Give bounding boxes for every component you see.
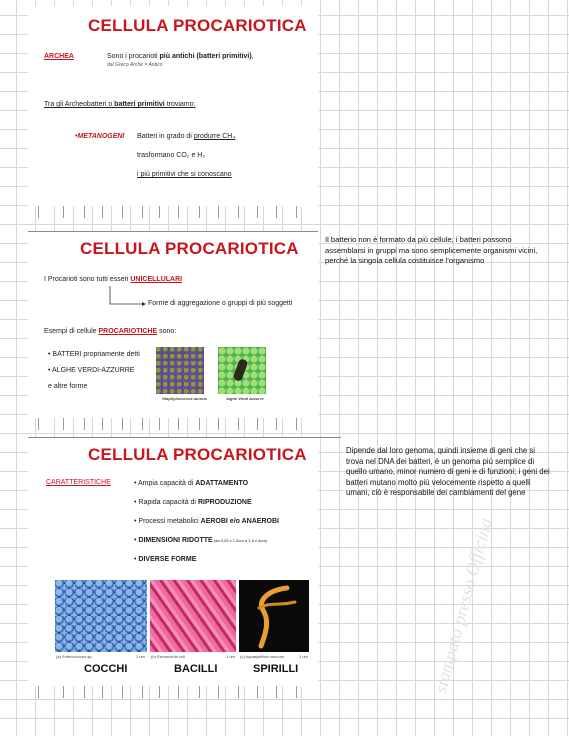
algae-image	[218, 347, 266, 394]
feature-item	[134, 537, 267, 544]
archea-text-post: ,	[251, 53, 254, 60]
slide-1	[28, 6, 318, 206]
intro-pre: Tra gli Archeobatteri o	[44, 101, 115, 108]
metanogeni-line3: i più primitivi che si conoscano	[137, 171, 232, 178]
bacilli-label: BACILLI	[174, 663, 218, 675]
examples-pre: Esempi di cellule	[44, 328, 99, 335]
cocci-scale: 1 um	[136, 654, 145, 659]
unicellulari-pre: I Procarioti sono tutti esseri	[44, 276, 131, 283]
intro-bold: batteri primitivi	[114, 101, 165, 108]
archea-text	[107, 53, 254, 60]
slide-1-intro	[44, 101, 195, 108]
example-item: • ALGHE VERDI-AZZURRE	[48, 367, 135, 374]
bacilli-caption: (b) Escherichia coli	[151, 654, 185, 659]
feature-item	[134, 480, 248, 487]
feature-item	[134, 499, 252, 506]
feature-pre: • Rapida capacità di	[134, 499, 198, 506]
spirillum-shape-icon	[239, 580, 309, 652]
staphylococcus-caption: Staphylococcus aureus	[162, 396, 207, 401]
feature-pre: • Ampia capacità di	[134, 480, 196, 487]
spirilli-scale: 1 um	[299, 654, 308, 659]
metanogeni-line1-u: produrre CH₄	[193, 133, 236, 140]
example-item: e altre forme	[48, 383, 88, 390]
examples-line	[44, 328, 176, 335]
feature-pre: •	[134, 537, 139, 544]
feature-bold: AEROBI e/o ANAEROBI	[200, 518, 279, 525]
spirilli-image	[239, 580, 309, 652]
staphylococcus-image	[156, 347, 204, 394]
archea-sub: dal Greco Archè = Antico	[107, 62, 163, 68]
aggregation-text: Forme di aggregazione o gruppi di più soggetti	[148, 300, 293, 307]
slide-3-title: CELLULA PROCARIOTICA	[88, 445, 307, 464]
slide-2-ticks	[28, 418, 318, 430]
watermark: stampato presso Officina	[430, 515, 496, 696]
caratteristiche-label: CARATTERISTICHE	[46, 479, 111, 486]
slide-1-title: CELLULA PROCARIOTICA	[88, 16, 307, 35]
archea-label: ARCHEA	[44, 53, 74, 60]
slide-3-note: Dipende dal loro genoma, quindi insieme di geni che si trova nel DNA dei batteri, è un genoma più semplice di quello umano, minor numero di geni e di funzioni; i geni dei batteri mutano molto più velocemente rispetto a quelli umani, ciò è responsabile dei cambiamenti del gene	[346, 446, 550, 498]
slide-2-title: CELLULA PROCARIOTICA	[80, 239, 299, 258]
examples-post: sono:	[157, 328, 177, 335]
slide-2	[28, 232, 318, 418]
archea-text-pre: Sono i procarioti	[107, 53, 160, 60]
connector-arrow-icon	[108, 286, 148, 308]
feature-item	[134, 518, 279, 525]
metanogeni-label: •METANOGENI	[75, 133, 125, 140]
example-item: • BATTERI propriamente detti	[48, 351, 140, 358]
feature-small: (da 0,25 x 1,2um a 1,5 x 4um)	[212, 538, 268, 543]
spirilli-caption: (c) Aquaspirillum arcuum	[240, 654, 285, 659]
feature-bold: RIPRODUZIONE	[197, 499, 252, 506]
metanogeni-line1	[137, 133, 235, 140]
slide-2-note: Il batterio non è formato da più cellule; i batteri possono assemblarsi in gruppi ma sono semplicemente organismi vicini, perché la singola cellula costituisce l'organismo	[325, 235, 538, 266]
intro-post: troviamo:	[164, 101, 196, 108]
cocci-label: COCCHI	[84, 663, 128, 675]
feature-pre: • Processi metabolici	[134, 518, 201, 525]
metanogeni-line2: trasformano CO₂ e H₂	[137, 152, 206, 159]
examples-red: PROCARIOTICHE	[98, 328, 158, 335]
cocci-image	[55, 580, 147, 652]
slide-3-ticks	[28, 686, 318, 698]
algae-caption: Alghe Verdi Azzurre	[226, 396, 264, 401]
slide-1-ticks	[28, 206, 318, 218]
feature-pre: •	[134, 556, 139, 563]
bacilli-scale: 1 um	[226, 654, 235, 659]
cocci-caption: (a) Enterococcus sp.	[56, 654, 93, 659]
feature-bold: ADATTAMENTO	[195, 480, 249, 487]
unicellulari-red: UNICELLULARI	[130, 276, 183, 283]
spirilli-label: SPIRILLI	[253, 663, 299, 675]
archea-text-bold: più antichi (batteri primitivi)	[159, 53, 252, 60]
slide-3	[28, 438, 318, 686]
feature-bold: DIMENSIONI RIDOTTE	[138, 537, 213, 544]
feature-bold: DIVERSE FORME	[138, 556, 197, 563]
feature-item	[134, 556, 196, 563]
bacilli-image	[150, 580, 236, 652]
unicellulari-line	[44, 276, 182, 283]
metanogeni-line1-pre: Batteri in grado di	[137, 133, 194, 140]
